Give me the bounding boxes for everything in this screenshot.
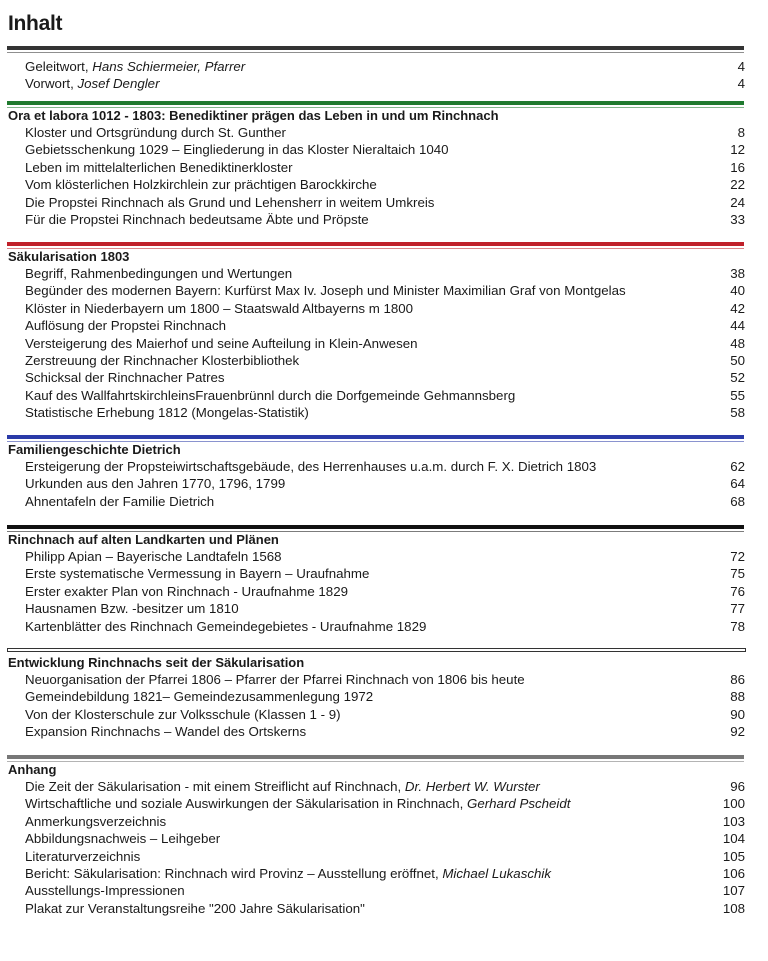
entry-title: Neuorganisation der Pfarrei 1806 – Pfarrer der Pfarrei Rinchnach von 1806 bis heute [25, 672, 525, 687]
entry-page-number: 100 [722, 796, 745, 812]
entry-author: Hans Schiermeier, Pfarrer [92, 59, 246, 74]
entry-title: Expansion Rinchnachs – Wandel des Ortskerns [25, 724, 307, 740]
entry-author: Josef Dengler [77, 76, 160, 92]
entry-page-number: 86 [730, 672, 745, 687]
toc-entry[interactable] [25, 300, 745, 317]
entry-title: Schicksal der Rinchnacher Patres [25, 370, 225, 386]
entry-page-number: 48 [730, 335, 745, 351]
entry-page-number: 24 [730, 194, 745, 210]
toc-section-landkarten [0, 525, 768, 635]
toc-entry[interactable] [25, 352, 745, 369]
toc-entry[interactable] [25, 600, 745, 617]
entry-page-number: 8 [737, 125, 745, 140]
entry-page-number: 42 [730, 300, 745, 316]
entry-page-number: 78 [730, 618, 745, 634]
section-divider [7, 242, 744, 246]
entry-page-number: 44 [730, 318, 745, 334]
entry-page-number: 4 [737, 76, 745, 92]
toc-entry[interactable] [25, 565, 745, 582]
entry-title: Urkunden aus den Jahren 1770, 1796, 1799 [25, 476, 286, 492]
toc-entry[interactable] [25, 795, 745, 812]
entry-page-number: 105 [722, 848, 745, 864]
entry-title: Geleitwort, [25, 59, 93, 74]
entry-page-number: 22 [730, 177, 745, 193]
entry-title: Abbildungsnachweis – Leihgeber [25, 831, 221, 847]
toc-section-ora-et-labora [0, 101, 768, 228]
entry-title: Gebietsschenkung 1029 – Eingliederung in das Kloster Nieraltaich 1040 [25, 142, 449, 158]
section-divider [7, 525, 744, 529]
entry-title: Zerstreuung der Rinchnacher Klosterbibliothek [25, 352, 300, 368]
toc-entry[interactable] [25, 900, 745, 917]
entry-title: Ersteigerung der Propsteiwirtschaftsgebäude, des Herrenhauses u.a.m. durch F. X. Dietrich 1803 [25, 459, 597, 474]
entry-page-number: 50 [730, 352, 745, 368]
toc-entry[interactable] [25, 493, 745, 510]
toc-entry[interactable] [25, 265, 745, 282]
toc-entry[interactable] [25, 865, 745, 882]
entry-title: Ahnentafeln der Familie Dietrich [25, 493, 215, 509]
entry-author: Gerhard Pscheidt [466, 796, 571, 812]
section-title: Entwicklung Rinchnachs seit der Säkularisation [8, 655, 305, 670]
entry-title: Erster exakter Plan von Rinchnach - Uraufnahme 1829 [25, 583, 348, 599]
entry-page-number: 64 [730, 476, 745, 492]
entry-page-number: 12 [730, 142, 745, 158]
toc-entry[interactable] [25, 618, 745, 635]
entry-title: Bericht: Säkularisation: Rinchnach wird Provinz – Ausstellung eröffnet, [25, 865, 443, 881]
toc-entry[interactable] [25, 848, 745, 865]
toc-entry[interactable] [25, 58, 745, 75]
toc-entry[interactable] [25, 317, 745, 334]
entry-title: Plakat zur Veranstaltungsreihe "200 Jahre Säkularisation" [25, 900, 365, 916]
entry-author: Michael Lukaschik [442, 865, 552, 881]
toc-entry[interactable] [25, 688, 745, 705]
toc-entry[interactable] [25, 706, 745, 723]
entry-page-number: 103 [722, 813, 745, 829]
section-divider [7, 435, 744, 439]
section-title: Familiengeschichte Dietrich [8, 442, 181, 457]
entry-page-number: 68 [730, 493, 745, 509]
entry-title: Ausstellungs-Impressionen [25, 883, 185, 899]
entry-page-number: 72 [730, 549, 745, 564]
toc-entry[interactable] [25, 404, 745, 421]
section-divider [7, 755, 744, 759]
entry-page-number: 90 [730, 706, 745, 722]
entry-title: Literaturverzeichnis [25, 848, 141, 864]
toc-section-familie [0, 435, 768, 510]
toc-entry[interactable] [25, 778, 745, 795]
entry-page-number: 92 [730, 724, 745, 740]
entry-title: Vom klösterlichen Holzkirchlein zur prächtigen Barockkirche [25, 177, 377, 193]
entry-page-number: 52 [730, 370, 745, 386]
entry-page-number: 55 [730, 387, 745, 403]
toc-entry[interactable] [25, 830, 745, 847]
toc-entry[interactable] [25, 75, 745, 92]
entry-page-number: 77 [730, 601, 745, 617]
toc-entry[interactable] [25, 882, 745, 899]
toc-entry[interactable] [25, 282, 745, 299]
entry-page-number: 107 [722, 883, 745, 899]
entry-title: Philipp Apian – Bayerische Landtafeln 1568 [25, 549, 282, 564]
toc-entry[interactable] [25, 124, 745, 141]
toc-section-anhang [0, 755, 768, 917]
entry-page-number: 106 [722, 865, 745, 881]
entry-title: Für die Propstei Rinchnach bedeutsame Äbte und Pröpste [25, 211, 369, 227]
entry-title: Kauf des WallfahrtskirchleinsFrauenbrünnl durch die Dorfgemeinde Gehmannsberg [25, 387, 516, 403]
entry-page-number: 96 [730, 779, 745, 794]
toc-entry[interactable] [25, 194, 745, 211]
entry-page-number: 76 [730, 583, 745, 599]
toc-entry[interactable] [25, 813, 745, 830]
toc-section-intro [0, 46, 768, 93]
entry-title: Kartenblätter des Rinchnach Gemeindegebietes - Uraufnahme 1829 [25, 618, 427, 634]
section-divider [7, 101, 744, 105]
page-title: Inhalt [8, 12, 63, 35]
entry-title: Klöster in Niederbayern um 1800 – Staatswald Altbayerns m 1800 [25, 300, 414, 316]
entry-title: Anmerkungsverzeichnis [25, 813, 167, 829]
entry-page-number: 38 [730, 266, 745, 281]
entry-title: Begünder des modernen Bayern: Kurfürst Max Iv. Joseph und Minister Maximilian Graf von Montgelas [25, 283, 626, 299]
toc-entry[interactable] [25, 475, 745, 492]
entry-title: Die Zeit der Säkularisation - mit einem Streiflicht auf Rinchnach, [25, 779, 405, 794]
entry-page-number: 88 [730, 689, 745, 705]
section-divider [7, 648, 746, 652]
toc-entry[interactable] [25, 335, 745, 352]
toc-entry[interactable] [25, 159, 745, 176]
entry-page-number: 16 [730, 159, 745, 175]
entry-page-number: 104 [722, 831, 745, 847]
entry-title: Gemeindebildung 1821– Gemeindezusammenlegung 1972 [25, 689, 374, 705]
entry-page-number: 108 [722, 900, 745, 916]
entry-title: Hausnamen Bzw. -besitzer um 1810 [25, 601, 239, 617]
toc-entry[interactable] [25, 583, 745, 600]
entry-page-number: 75 [730, 566, 745, 582]
section-title: Rinchnach auf alten Landkarten und Plänen [8, 532, 279, 547]
toc-entry[interactable] [25, 141, 745, 158]
entry-title: Von der Klosterschule zur Volksschule (Klassen 1 - 9) [25, 706, 341, 722]
toc-entry[interactable] [25, 548, 745, 565]
entry-page-number: 62 [730, 459, 745, 474]
entry-page-number: 40 [730, 283, 745, 299]
entry-title: Versteigerung des Maierhof und seine Aufteilung in Klein-Anwesen [25, 335, 418, 351]
section-divider [7, 46, 744, 50]
toc-section-entwicklung [0, 648, 768, 741]
section-title: Ora et labora 1012 - 1803: Benediktiner prägen das Leben in und um Rinchnach [8, 108, 499, 123]
section-title: Säkularisation 1803 [8, 249, 130, 264]
toc-entry[interactable] [25, 671, 745, 688]
toc-section-saekularisation [0, 242, 768, 422]
entry-title: Begriff, Rahmenbedingungen und Wertungen [25, 266, 293, 281]
entry-page-number: 4 [737, 59, 745, 74]
entry-page-number: 33 [730, 211, 745, 227]
entry-title: Vorwort, [25, 76, 78, 92]
toc-entry[interactable] [25, 211, 745, 228]
entry-title: Kloster und Ortsgründung durch St. Gunther [25, 125, 286, 140]
entry-title: Auflösung der Propstei Rinchnach [25, 318, 227, 334]
toc-entry[interactable] [25, 458, 745, 475]
toc-entry[interactable] [25, 723, 745, 740]
entry-page-number: 58 [730, 405, 745, 421]
toc-entry[interactable] [25, 176, 745, 193]
entry-title: Wirtschaftliche und soziale Auswirkungen der Säkularisation in Rinchnach, [25, 796, 467, 812]
entry-title: Leben im mittelalterlichen Benediktinerkloster [25, 159, 293, 175]
entry-title: Erste systematische Vermessung in Bayern – Uraufnahme [25, 566, 370, 582]
entry-title: Die Propstei Rinchnach als Grund und Lehensherr in weitem Umkreis [25, 194, 435, 210]
section-title: Anhang [8, 762, 57, 777]
entry-author: Dr. Herbert W. Wurster [404, 779, 540, 794]
toc-entry[interactable] [25, 369, 745, 386]
toc-entry[interactable] [25, 387, 745, 404]
entry-title: Statistische Erhebung 1812 (Mongelas-Statistik) [25, 405, 309, 421]
